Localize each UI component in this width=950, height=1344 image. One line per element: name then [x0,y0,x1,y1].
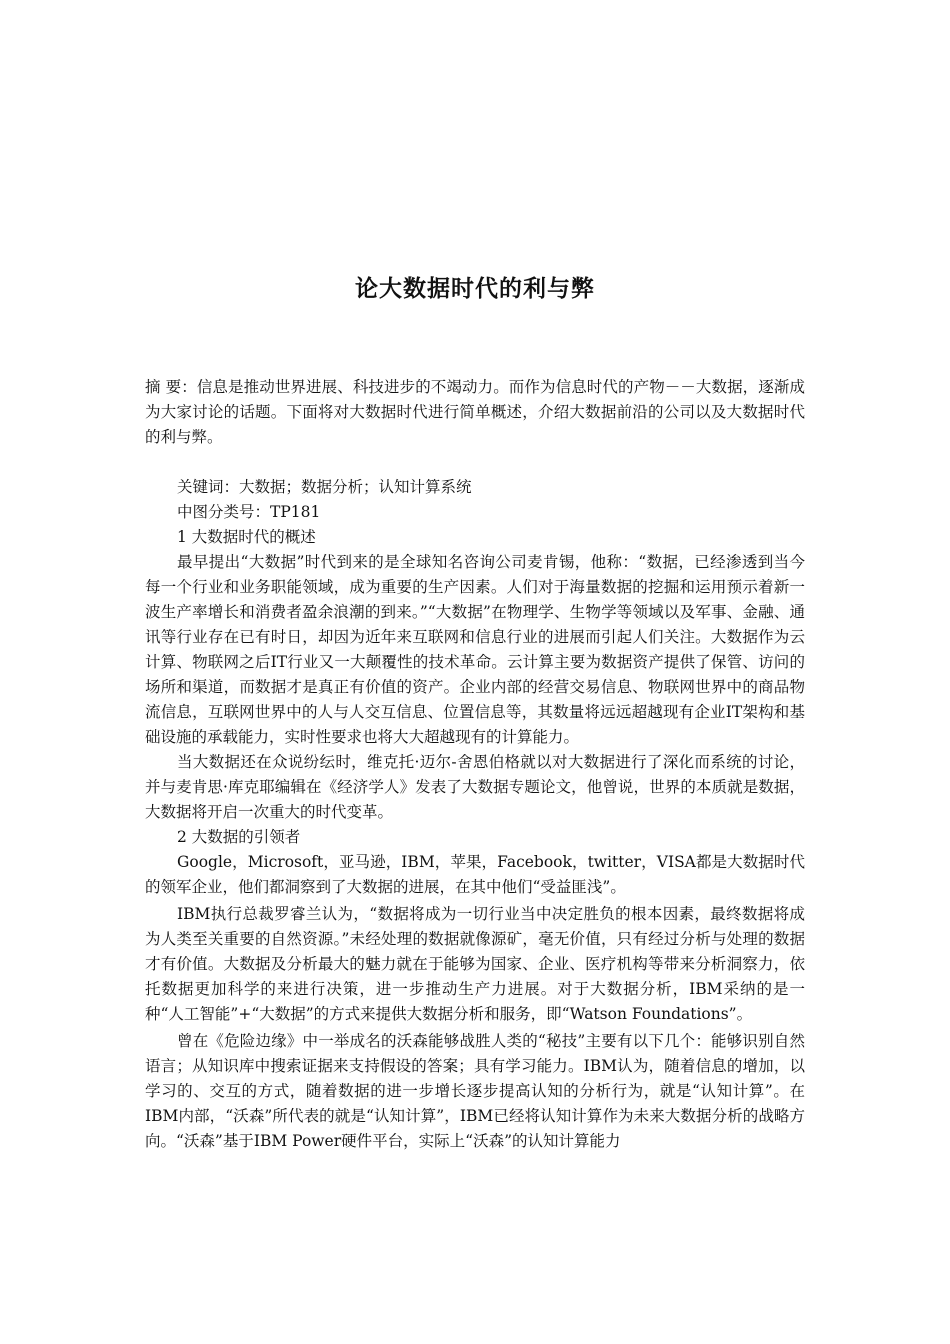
abstract [145,375,805,450]
abstract-text: 信息是推动世界进展、科技进步的不竭动力。而作为信息时代的产物－－大数据，逐渐成为大家讨论的话题。下面将对大数据时代进行简单概述，介绍大数据前沿的公司以及大数据时代的利与弊。 [145,378,805,446]
section-1-paragraph: 当大数据还在众说纷纭时，维克托·迈尔-舍恩伯格就以对大数据进行了深化而系统的讨论，并与麦肯思·库克耶编辑在《经济学人》发表了大数据专题论文，他曾说，世界的本质就是数据，大数据将开启一次重大的时代变革。 [145,753,805,821]
classification-number [145,500,805,525]
section-1-heading: 1 大数据时代的概述 [177,528,316,546]
document-title: 论大数据时代的利与弊 [355,276,595,302]
section-2-paragraph: Google，Microsoft，亚马逊，IBM，苹果，Facebook，twitter，VISA都是大数据时代的领军企业，他们都洞察到了大数据的进展，在其中他们“受益匪浅”。 [145,853,805,896]
section-2-heading: 2 大数据的引领者 [177,828,301,846]
keywords [145,475,805,500]
keywords-text: 大数据；数据分析；认知计算系统 [239,478,472,496]
keywords-label: 关键词： [177,478,240,496]
classification-text: TP181 [270,503,321,521]
document-body [145,475,805,1154]
classification-label: 中图分类号： [177,503,271,521]
section-1-paragraph: 最早提出“大数据”时代到来的是全球知名咨询公司麦肯锡，他称：“数据，已经渗透到当今每一个行业和业务职能领域，成为重要的生产因素。人们对于海量数据的挖掘和运用预示着新一波生产率增长和消费者盈余浪潮的到来。”“大数据”在物理学、生物学等领域以及军事、金融、通讯等行业存在已有时日，却因为近年来互联网和信息行业的进展而引起人们关注。大数据作为云计算、物联网之后IT行业又一大颠覆性的技术革命。云计算主要为数据资产提供了保管、访问的场所和渠道，而数据才是真正有价值的资产。企业内部的经营交易信息、物联网世界中的商品物流信息，互联网世界中的人与人交互信息、位置信息等，其数量将远远超越现有企业IT架构和基础设施的承载能力，实时性要求也将大大超越现有的计算能力。 [145,553,805,746]
section-2-paragraph: 曾在《危险边缘》中一举成名的沃森能够战胜人类的“秘技”主要有以下几个：能够识别自然语言；从知识库中搜索证据来支持假设的答案；具有学习能力。IBM认为，随着信息的增加，以学习的、交互的方式，随着数据的进一步增长逐步提高认知的分析行为，就是“认知计算”。在IBM内部，“沃森”所代表的就是“认知计算”，IBM已经将认知计算作为未来大数据分析的战略方向。“沃森”基于IBM Power硬件平台，实际上“沃森”的认知计算能力 [145,1032,805,1150]
abstract-label: 摘 要： [145,378,197,396]
section-2-paragraph: IBM执行总裁罗睿兰认为，“数据将成为一切行业当中决定胜负的根本因素，最终数据将成为人类至关重要的自然资源。”未经处理的数据就像源矿，毫无价值，只有经过分析与处理的数据才有价值。大数据及分析最大的魅力就在于能够为国家、企业、医疗机构等带来分析洞察力，依托数据更加科学的来进行决策，进一步推动生产力进展。对于大数据分析，IBM采纳的是一种“人工智能”+“大数据”的方式来提供大数据分析和服务，即“Watson Foundations”。 [145,905,805,1023]
